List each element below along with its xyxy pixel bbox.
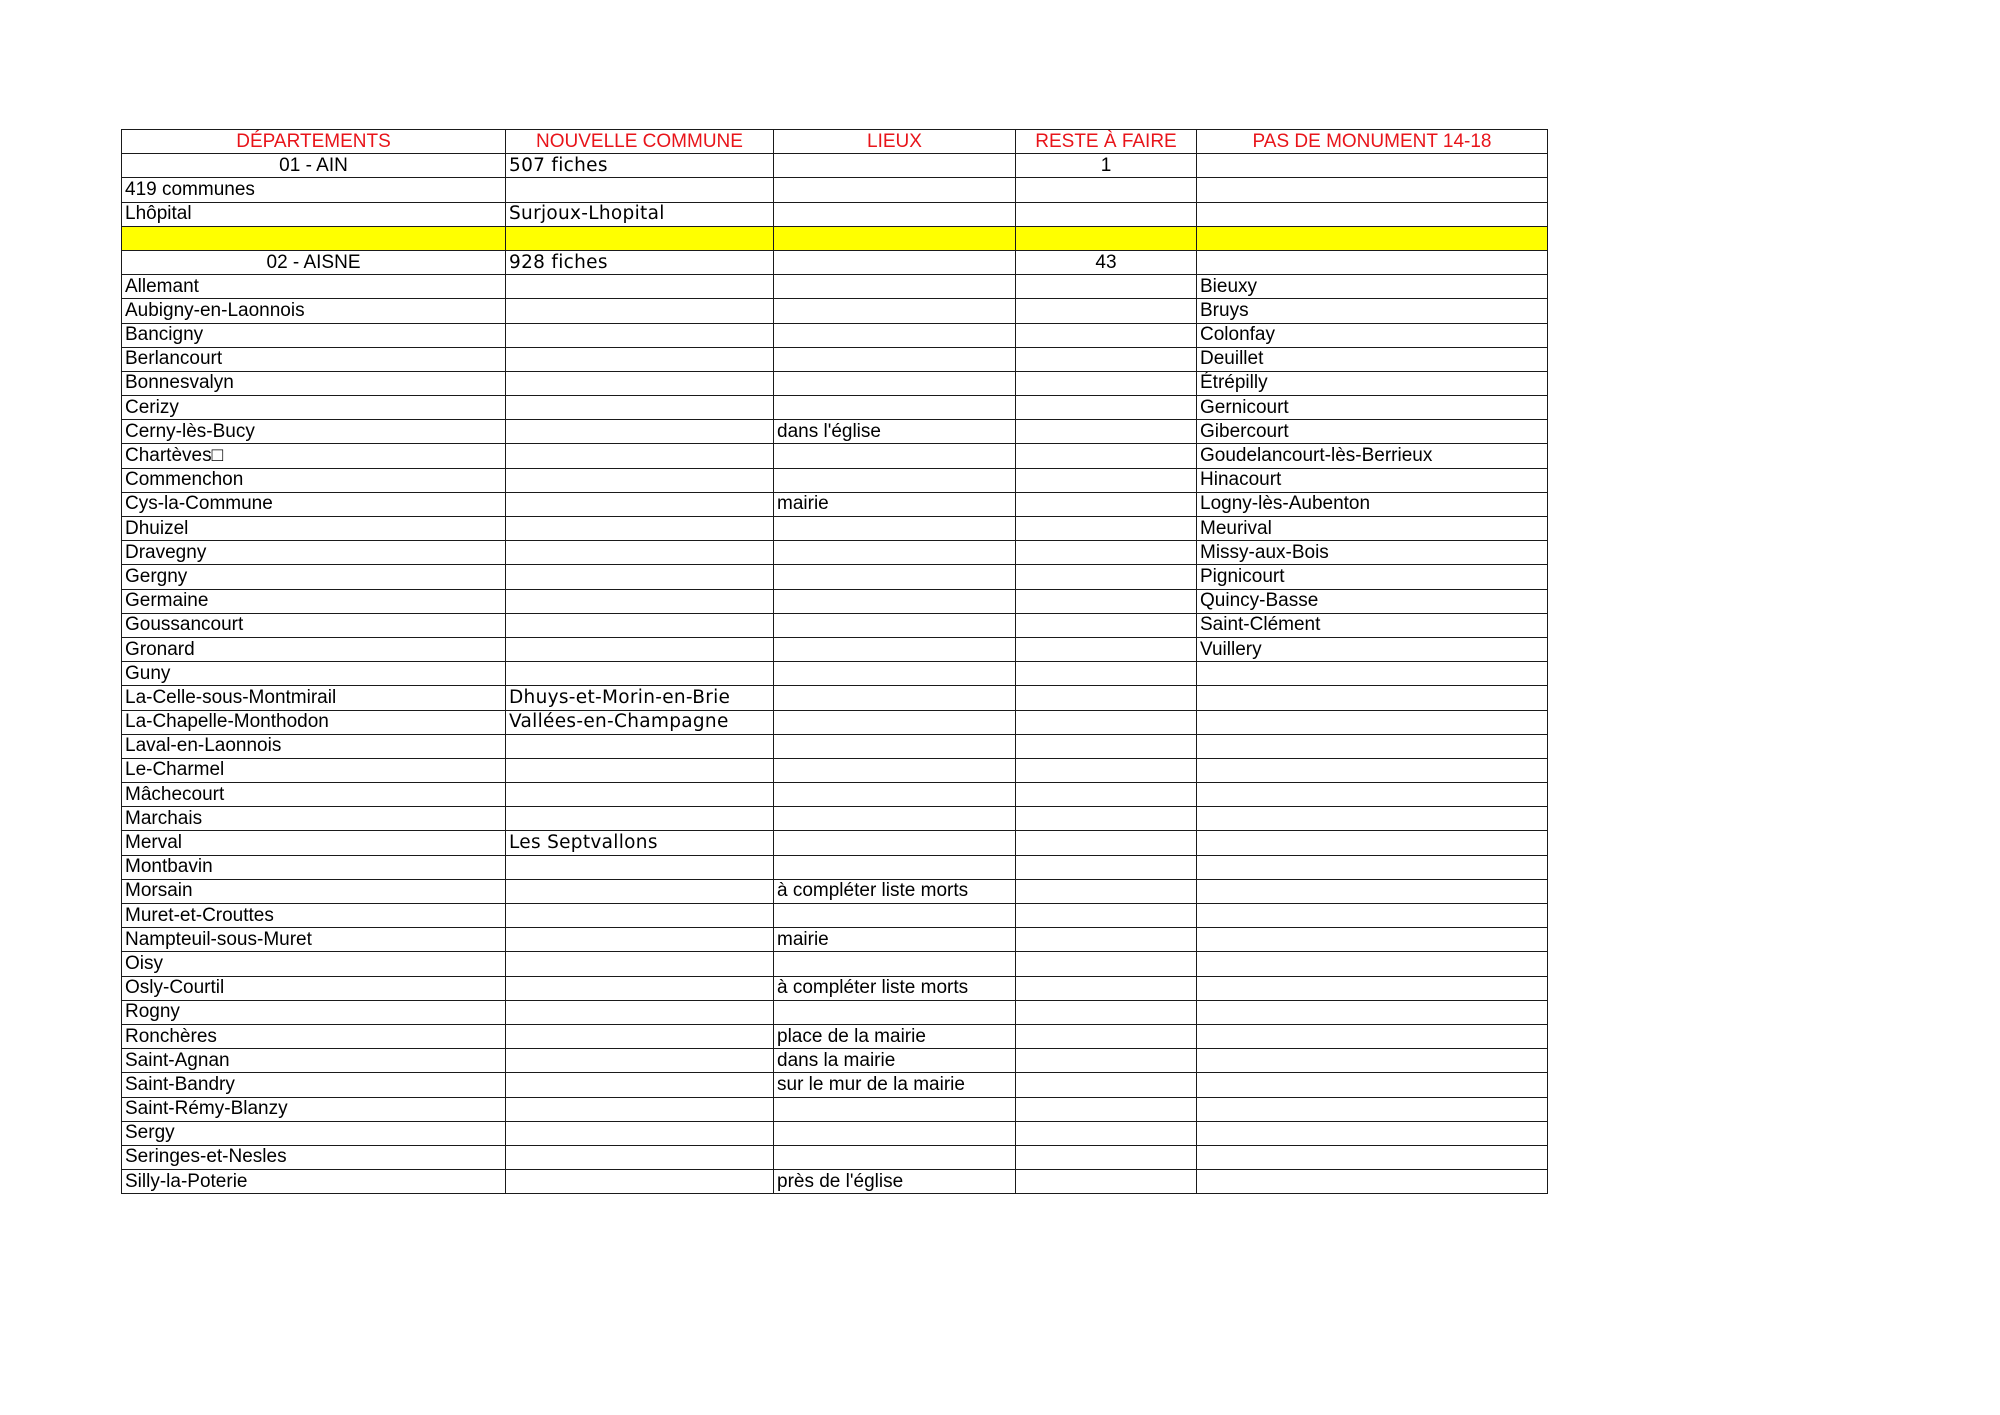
cell-pas-de-monument (1197, 855, 1548, 879)
cell-lieux (774, 855, 1016, 879)
cell-lieux (774, 952, 1016, 976)
cell-nouvelle-commune: Dhuys-et-Morin-en-Brie (506, 686, 774, 710)
cell-lieux (774, 468, 1016, 492)
cell-lieux (774, 807, 1016, 831)
cell-nouvelle-commune (506, 807, 774, 831)
cell-reste-a-faire (1016, 202, 1197, 226)
cell-departement: Montbavin (122, 855, 506, 879)
cell-reste-a-faire (1016, 855, 1197, 879)
cell-nouvelle-commune (506, 1170, 774, 1194)
cell-lieux (774, 323, 1016, 347)
cell-nouvelle-commune (506, 420, 774, 444)
table-row (122, 1097, 1548, 1121)
cell-reste-a-faire (1016, 517, 1197, 541)
cell-lieux: près de l'église (774, 1170, 1016, 1194)
cell-pas-de-monument: Deuillet (1197, 347, 1548, 371)
cell-reste-a-faire (1016, 468, 1197, 492)
cell-lieux: dans l'église (774, 420, 1016, 444)
table-row (122, 1073, 1548, 1097)
cell-departement (122, 226, 506, 250)
table-row (122, 541, 1548, 565)
cell-departement: Saint-Bandry (122, 1073, 506, 1097)
cell-reste-a-faire (1016, 275, 1197, 299)
cell-lieux (774, 637, 1016, 661)
cell-departement: Sergy (122, 1121, 506, 1145)
cell-reste-a-faire (1016, 396, 1197, 420)
cell-reste-a-faire (1016, 1073, 1197, 1097)
cell-departement: Laval-en-Laonnois (122, 734, 506, 758)
cell-reste-a-faire (1016, 928, 1197, 952)
cell-reste-a-faire (1016, 662, 1197, 686)
cell-lieux (774, 710, 1016, 734)
header-lieux: LIEUX (774, 130, 1016, 154)
cell-lieux: à compléter liste morts (774, 976, 1016, 1000)
cell-pas-de-monument: Bieuxy (1197, 275, 1548, 299)
cell-lieux (774, 565, 1016, 589)
cell-departement: Aubigny-en-Laonnois (122, 299, 506, 323)
table-row (122, 1145, 1548, 1169)
cell-lieux (774, 444, 1016, 468)
cell-nouvelle-commune (506, 904, 774, 928)
cell-departement: 419 communes (122, 178, 506, 202)
cell-pas-de-monument (1197, 1145, 1548, 1169)
cell-reste-a-faire (1016, 686, 1197, 710)
table-row (122, 1000, 1548, 1024)
cell-departement: Nampteuil-sous-Muret (122, 928, 506, 952)
cell-nouvelle-commune: 507 fiches (506, 154, 774, 178)
cell-nouvelle-commune (506, 855, 774, 879)
cell-nouvelle-commune (506, 178, 774, 202)
cell-nouvelle-commune (506, 299, 774, 323)
cell-pas-de-monument: Gibercourt (1197, 420, 1548, 444)
cell-departement: Gergny (122, 565, 506, 589)
cell-departement: Chartèves□ (122, 444, 506, 468)
cell-pas-de-monument (1197, 1097, 1548, 1121)
cell-pas-de-monument (1197, 904, 1548, 928)
cell-pas-de-monument (1197, 1170, 1548, 1194)
cell-lieux: sur le mur de la mairie (774, 1073, 1016, 1097)
cell-departement: 01 - AIN (122, 154, 506, 178)
cell-departement: La-Chapelle-Monthodon (122, 710, 506, 734)
cell-pas-de-monument (1197, 154, 1548, 178)
cell-pas-de-monument: Colonfay (1197, 323, 1548, 347)
table-row (122, 420, 1548, 444)
cell-pas-de-monument (1197, 831, 1548, 855)
table-row (122, 565, 1548, 589)
cell-departement: Cerny-lès-Bucy (122, 420, 506, 444)
cell-pas-de-monument (1197, 662, 1548, 686)
cell-lieux (774, 589, 1016, 613)
cell-nouvelle-commune (506, 347, 774, 371)
cell-pas-de-monument: Meurival (1197, 517, 1548, 541)
table-row (122, 396, 1548, 420)
cell-nouvelle-commune (506, 275, 774, 299)
cell-pas-de-monument (1197, 226, 1548, 250)
cell-reste-a-faire (1016, 1024, 1197, 1048)
cell-departement: Dhuizel (122, 517, 506, 541)
cell-departement: Ronchères (122, 1024, 506, 1048)
table-row (122, 1024, 1548, 1048)
cell-nouvelle-commune (506, 226, 774, 250)
cell-departement: Saint-Agnan (122, 1049, 506, 1073)
cell-departement: Guny (122, 662, 506, 686)
cell-departement: Rogny (122, 1000, 506, 1024)
cell-nouvelle-commune (506, 613, 774, 637)
cell-lieux (774, 154, 1016, 178)
cell-lieux (774, 783, 1016, 807)
cell-departement: Germaine (122, 589, 506, 613)
cell-departement: Le-Charmel (122, 758, 506, 782)
cell-reste-a-faire (1016, 444, 1197, 468)
cell-departement: Goussancourt (122, 613, 506, 637)
cell-pas-de-monument (1197, 783, 1548, 807)
table-row (122, 928, 1548, 952)
cell-nouvelle-commune: Surjoux-Lhopital (506, 202, 774, 226)
cell-pas-de-monument (1197, 807, 1548, 831)
table-row (122, 904, 1548, 928)
cell-departement: Silly-la-Poterie (122, 1170, 506, 1194)
cell-reste-a-faire (1016, 589, 1197, 613)
cell-pas-de-monument: Hinacourt (1197, 468, 1548, 492)
table-row (122, 371, 1548, 395)
cell-reste-a-faire (1016, 637, 1197, 661)
table-row (122, 879, 1548, 903)
cell-lieux (774, 202, 1016, 226)
cell-departement: Bonnesvalyn (122, 371, 506, 395)
cell-reste-a-faire (1016, 1170, 1197, 1194)
header-row (122, 130, 1548, 154)
table-row (122, 517, 1548, 541)
cell-departement: Seringes-et-Nesles (122, 1145, 506, 1169)
cell-nouvelle-commune (506, 734, 774, 758)
cell-nouvelle-commune (506, 492, 774, 516)
cell-departement: Muret-et-Crouttes (122, 904, 506, 928)
cell-departement: Osly-Courtil (122, 976, 506, 1000)
table-row (122, 444, 1548, 468)
separator-row (122, 226, 1548, 250)
cell-lieux (774, 1000, 1016, 1024)
cell-nouvelle-commune (506, 396, 774, 420)
cell-reste-a-faire (1016, 1000, 1197, 1024)
cell-reste-a-faire (1016, 904, 1197, 928)
cell-lieux (774, 686, 1016, 710)
cell-departement: Merval (122, 831, 506, 855)
cell-pas-de-monument: Quincy-Basse (1197, 589, 1548, 613)
cell-reste-a-faire (1016, 299, 1197, 323)
cell-pas-de-monument: Étrépilly (1197, 371, 1548, 395)
cell-pas-de-monument (1197, 1049, 1548, 1073)
cell-nouvelle-commune (506, 1097, 774, 1121)
cell-lieux (774, 250, 1016, 274)
cell-nouvelle-commune (506, 662, 774, 686)
table-row (122, 758, 1548, 782)
table-row (122, 637, 1548, 661)
header-departements: DÉPARTEMENTS (122, 130, 506, 154)
table-row (122, 976, 1548, 1000)
cell-reste-a-faire (1016, 807, 1197, 831)
cell-departement: Dravegny (122, 541, 506, 565)
cell-reste-a-faire (1016, 371, 1197, 395)
cell-lieux (774, 347, 1016, 371)
cell-pas-de-monument (1197, 1024, 1548, 1048)
table-row (122, 1049, 1548, 1073)
cell-reste-a-faire (1016, 976, 1197, 1000)
cell-lieux: à compléter liste morts (774, 879, 1016, 903)
cell-pas-de-monument: Goudelancourt-lès-Berrieux (1197, 444, 1548, 468)
cell-nouvelle-commune (506, 952, 774, 976)
cell-nouvelle-commune (506, 783, 774, 807)
table-row (122, 952, 1548, 976)
cell-nouvelle-commune (506, 758, 774, 782)
table-row (122, 662, 1548, 686)
cell-reste-a-faire (1016, 323, 1197, 347)
cell-lieux (774, 613, 1016, 637)
cell-departement: 02 - AISNE (122, 250, 506, 274)
table-row (122, 1170, 1548, 1194)
table-row (122, 1121, 1548, 1145)
cell-departement: Commenchon (122, 468, 506, 492)
cell-reste-a-faire (1016, 952, 1197, 976)
cell-pas-de-monument (1197, 1000, 1548, 1024)
cell-reste-a-faire (1016, 758, 1197, 782)
table-row (122, 299, 1548, 323)
cell-nouvelle-commune (506, 928, 774, 952)
cell-nouvelle-commune (506, 1000, 774, 1024)
header-pas-de-monument: PAS DE MONUMENT 14-18 (1197, 130, 1548, 154)
cell-reste-a-faire (1016, 492, 1197, 516)
cell-lieux (774, 226, 1016, 250)
cell-pas-de-monument: Saint-Clément (1197, 613, 1548, 637)
cell-nouvelle-commune (506, 1049, 774, 1073)
cell-lieux (774, 1121, 1016, 1145)
cell-departement: Marchais (122, 807, 506, 831)
cell-pas-de-monument (1197, 178, 1548, 202)
cell-lieux (774, 1145, 1016, 1169)
table-row (122, 202, 1548, 226)
cell-lieux (774, 758, 1016, 782)
cell-nouvelle-commune (506, 1024, 774, 1048)
cell-nouvelle-commune (506, 468, 774, 492)
cell-pas-de-monument (1197, 1073, 1548, 1097)
cell-reste-a-faire (1016, 1121, 1197, 1145)
cell-pas-de-monument (1197, 928, 1548, 952)
cell-lieux: mairie (774, 492, 1016, 516)
cell-lieux (774, 178, 1016, 202)
cell-pas-de-monument (1197, 686, 1548, 710)
cell-pas-de-monument: Vuillery (1197, 637, 1548, 661)
cell-pas-de-monument: Gernicourt (1197, 396, 1548, 420)
cell-nouvelle-commune: Vallées-en-Champagne (506, 710, 774, 734)
cell-departement: Oisy (122, 952, 506, 976)
cell-departement: Cerizy (122, 396, 506, 420)
cell-pas-de-monument: Logny-lès-Aubenton (1197, 492, 1548, 516)
table-row (122, 589, 1548, 613)
cell-departement: Cys-la-Commune (122, 492, 506, 516)
cell-pas-de-monument (1197, 1121, 1548, 1145)
table-row (122, 686, 1548, 710)
cell-lieux (774, 371, 1016, 395)
cell-lieux (774, 275, 1016, 299)
cell-pas-de-monument (1197, 879, 1548, 903)
cell-lieux (774, 541, 1016, 565)
cell-nouvelle-commune (506, 637, 774, 661)
header-nouvelle-commune: NOUVELLE COMMUNE (506, 130, 774, 154)
cell-reste-a-faire (1016, 565, 1197, 589)
cell-nouvelle-commune (506, 589, 774, 613)
cell-lieux (774, 396, 1016, 420)
cell-pas-de-monument (1197, 202, 1548, 226)
cell-reste-a-faire (1016, 710, 1197, 734)
cell-pas-de-monument: Missy-aux-Bois (1197, 541, 1548, 565)
table-row (122, 783, 1548, 807)
cell-lieux: mairie (774, 928, 1016, 952)
cell-pas-de-monument (1197, 976, 1548, 1000)
cell-nouvelle-commune (506, 517, 774, 541)
table-row (122, 613, 1548, 637)
cell-departement: Bancigny (122, 323, 506, 347)
cell-departement: Allemant (122, 275, 506, 299)
cell-reste-a-faire (1016, 613, 1197, 637)
cell-lieux: place de la mairie (774, 1024, 1016, 1048)
header-reste-a-faire: RESTE À FAIRE (1016, 130, 1197, 154)
table-row (122, 275, 1548, 299)
table-row (122, 250, 1548, 274)
cell-departement: Mâchecourt (122, 783, 506, 807)
table-row (122, 710, 1548, 734)
cell-departement: Gronard (122, 637, 506, 661)
cell-lieux (774, 1097, 1016, 1121)
cell-reste-a-faire (1016, 178, 1197, 202)
cell-reste-a-faire: 1 (1016, 154, 1197, 178)
table-row (122, 347, 1548, 371)
table-row (122, 734, 1548, 758)
cell-departement: Saint-Rémy-Blanzy (122, 1097, 506, 1121)
cell-pas-de-monument (1197, 734, 1548, 758)
cell-nouvelle-commune: Les Septvallons (506, 831, 774, 855)
cell-departement: Morsain (122, 879, 506, 903)
table-row (122, 468, 1548, 492)
table-row (122, 178, 1548, 202)
table-row (122, 855, 1548, 879)
cell-pas-de-monument (1197, 250, 1548, 274)
cell-reste-a-faire (1016, 347, 1197, 371)
cell-departement: Berlancourt (122, 347, 506, 371)
cell-departement: Lhôpital (122, 202, 506, 226)
cell-nouvelle-commune (506, 371, 774, 395)
cell-nouvelle-commune (506, 323, 774, 347)
cell-reste-a-faire (1016, 1049, 1197, 1073)
table-row (122, 807, 1548, 831)
spreadsheet-table (121, 129, 1548, 1194)
table-row (122, 831, 1548, 855)
cell-departement: La-Celle-sous-Montmirail (122, 686, 506, 710)
cell-pas-de-monument (1197, 758, 1548, 782)
cell-nouvelle-commune: 928 fiches (506, 250, 774, 274)
cell-lieux (774, 831, 1016, 855)
cell-lieux (774, 517, 1016, 541)
cell-reste-a-faire (1016, 1145, 1197, 1169)
table-row (122, 492, 1548, 516)
cell-pas-de-monument: Bruys (1197, 299, 1548, 323)
cell-reste-a-faire (1016, 879, 1197, 903)
cell-nouvelle-commune (506, 1073, 774, 1097)
table-row (122, 323, 1548, 347)
cell-reste-a-faire (1016, 783, 1197, 807)
cell-nouvelle-commune (506, 879, 774, 903)
cell-reste-a-faire (1016, 541, 1197, 565)
cell-reste-a-faire (1016, 226, 1197, 250)
cell-lieux (774, 299, 1016, 323)
table-row (122, 154, 1548, 178)
cell-reste-a-faire (1016, 420, 1197, 444)
cell-nouvelle-commune (506, 444, 774, 468)
cell-pas-de-monument (1197, 710, 1548, 734)
cell-reste-a-faire (1016, 734, 1197, 758)
cell-lieux (774, 734, 1016, 758)
cell-reste-a-faire (1016, 1097, 1197, 1121)
cell-lieux (774, 904, 1016, 928)
cell-reste-a-faire: 43 (1016, 250, 1197, 274)
cell-nouvelle-commune (506, 1145, 774, 1169)
cell-nouvelle-commune (506, 976, 774, 1000)
cell-lieux (774, 662, 1016, 686)
cell-pas-de-monument: Pignicourt (1197, 565, 1548, 589)
cell-pas-de-monument (1197, 952, 1548, 976)
cell-lieux: dans la mairie (774, 1049, 1016, 1073)
cell-nouvelle-commune (506, 565, 774, 589)
cell-reste-a-faire (1016, 831, 1197, 855)
cell-nouvelle-commune (506, 1121, 774, 1145)
cell-nouvelle-commune (506, 541, 774, 565)
